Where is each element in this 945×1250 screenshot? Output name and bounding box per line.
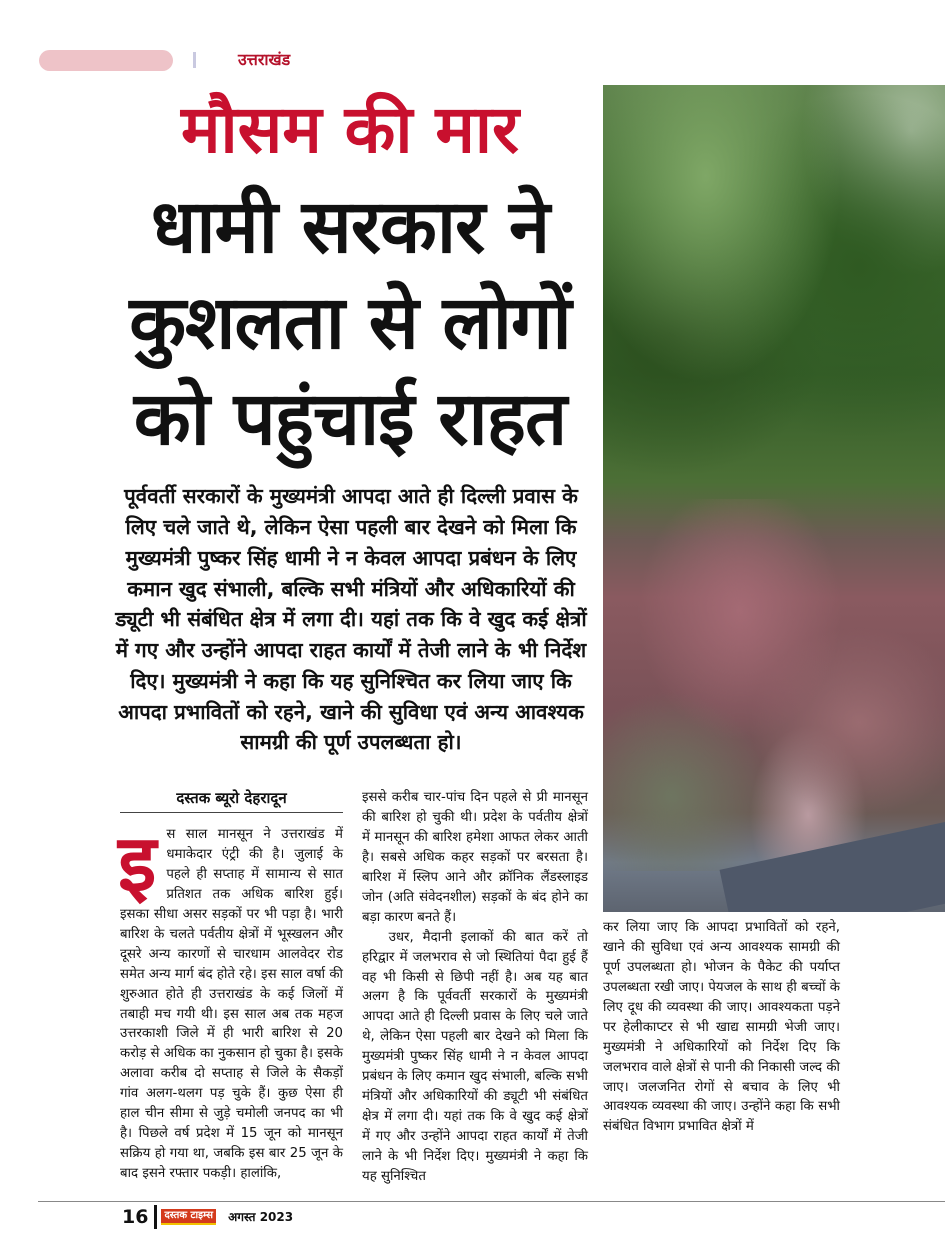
landslide-photo xyxy=(603,85,945,912)
byline: दस्तक ब्यूरो देहरादून xyxy=(120,788,343,813)
headline-line: कुशलता से लोगों xyxy=(129,279,571,366)
footer-divider xyxy=(154,1205,157,1229)
body-paragraph: इससे करीब चार-पांच दिन पहले से प्री मानसून की बारिश हो चुकी थी। प्रदेश के पर्वतीय क्षेत्रों में मानसून की बारिश हमेशा आफत लेकर आती है। सबसे अधिक कहर सड़कों पर बरसता है। बारिश में स्लिप आने और क्रॉनिक लैंडस्लाइड जोन (अति संवेदनशील) सड़कों के बंद होने का बड़ा कारण बनते हैं। xyxy=(362,790,588,925)
body-columns xyxy=(120,788,590,1187)
section-label: उत्तराखंड xyxy=(238,50,291,69)
headline xyxy=(110,179,590,468)
page-number: 16 xyxy=(122,1205,149,1228)
headline-line: धामी सरकार ने xyxy=(150,183,550,270)
headline-line: को पहुंचाई राहत xyxy=(133,376,567,463)
body-column-2 xyxy=(362,788,588,1187)
rock-debris xyxy=(603,499,945,871)
body-column-1-wrap xyxy=(120,788,343,1184)
body-paragraph: उधर, मैदानी इलाकों की बात करें तो हरिद्वार में जलभराव से जो स्थितियां पैदा हुई हैं वह भी किसी से छिपी नहीं है। अब यह बात अलग है कि पूर्ववर्ती सरकारों के मुख्यमंत्री आपदा आते ही दिल्ली प्रवास के लिए चले जाते थे, लेकिन ऐसा पहली बार देखने को मिला कि मुख्यमंत्री पुष्कर सिंह धामी ने न केवल आपदा प्रबंधन के लिए कमान खुद संभाली, बल्कि सभी मंत्रियों और अधिकारियों की ड्यूटी भी संबंधित क्षेत्र में लगा दी। यहां तक कि वे खुद कई क्षेत्रों में गए और उन्होंने आपदा राहत कार्यों में तेजी लाने के भी निर्देश दिए। मुख्यमंत्री ने कहा कि यह सुनिश्चित xyxy=(362,929,588,1184)
article-left xyxy=(110,85,590,1187)
body-text: स साल मानसून ने उत्तराखंड में धमाकेदार एंट्री की है। जुलाई के पहले ही सप्ताह में सामान्य से सात प्रतिशत तक अधिक बारिश हुई। इसका सीधा असर सड़कों पर भी पड़ा है। भारी बारिश के चलते पर्वतीय क्षेत्रों में भूस्खलन और दूसरे अन्य कारणों से चारधाम आलवेदर रोड समेत अन्य मार्ग बंद होते रहे। इस साल वर्षा की शुरुआत होते ही उत्तराखंड के कई जिलों में तबाही मच गयी थी। इस साल अब तक महज उत्तरकाशी जिले में ही भारी बारिश से 20 करोड़ से अधिक का नुकसान हो चुका है। इसके अलावा करीब दो सप्ताह से जिले के सैकड़ों गांव अलग-थलग पड़ चुके हैं। कुछ ऐसा ही हाल चीन सीमा से जुड़े चमोली जनपद का भी है। पिछले वर्ष प्रदेश में 15 जून को मानसून सक्रिय हो गया था, जबकि इस बार 25 जून के बाद इसने रफ्तार पकड़ी। हालांकि, xyxy=(120,827,343,1182)
magazine-logo: दस्तक टाइम्स xyxy=(161,1209,216,1225)
forest-area xyxy=(603,85,945,540)
body-column-1 xyxy=(118,819,343,1184)
drop-cap: इ xyxy=(118,819,157,910)
footer xyxy=(38,1201,945,1250)
kicker-title: मौसम की मार xyxy=(181,91,519,168)
issue-date: अगस्त 2023 xyxy=(228,1209,294,1224)
body-paragraph: कर लिया जाए कि आपदा प्रभावितों को रहने, खाने की सुविधा एवं अन्य आवश्यक सामग्री की पूर्ण उपलब्धता हो। भोजन के पैकेट की पर्याप्त उपलब्धता रखी जाए। पेयजल के साथ ही बच्चों के लिए दूध की व्यवस्था की जाए। आवश्यकता पड़ने पर हेलीकाप्टर से भी खाद्य सामग्री भेजी जाए। मुख्यमंत्री ने अधिकारियों को निर्देश दिए कि जलभराव वाले क्षेत्रों से पानी की निकासी जल्द की जाए। जलजनित रोगों से बचाव के लिए भी आवश्यक व्यवस्था की जाए। उन्होंने कहा कि सभी संबंधित विभाग प्रभावित क्षेत्रों में xyxy=(603,920,841,1135)
body-column-3 xyxy=(603,918,840,1137)
article xyxy=(110,85,945,1187)
section-pill xyxy=(39,50,173,71)
article-right xyxy=(603,85,945,1137)
divider xyxy=(193,52,196,68)
lead-paragraph: पूर्ववर्ती सरकारों के मुख्यमंत्री आपदा आते ही दिल्ली प्रवास के लिए चले जाते थे, लेकिन ऐसा पहली बार देखने को मिला कि मुख्यमंत्री पुष्कर सिंह धामी ने न केवल आपदा प्रबंधन के लिए कमान खुद संभाली, बल्कि सभी मंत्रियों और अधिकारियों की ड्यूटी भी संबंधित क्षेत्र में लगा दी। यहां तक कि वे खुद कई क्षेत्रों में गए और उन्होंने आपदा राहत कार्यों में तेजी लाने के भी निर्देश दिए। मुख्यमंत्री ने कहा कि यह सुनिश्चित कर लिया जाए कि आपदा प्रभावितों को रहने, खाने की सुविधा एवं अन्य आवश्यक सामग्री की पूर्ण उपलब्धता हो। xyxy=(115,484,587,755)
top-bar xyxy=(0,0,945,85)
